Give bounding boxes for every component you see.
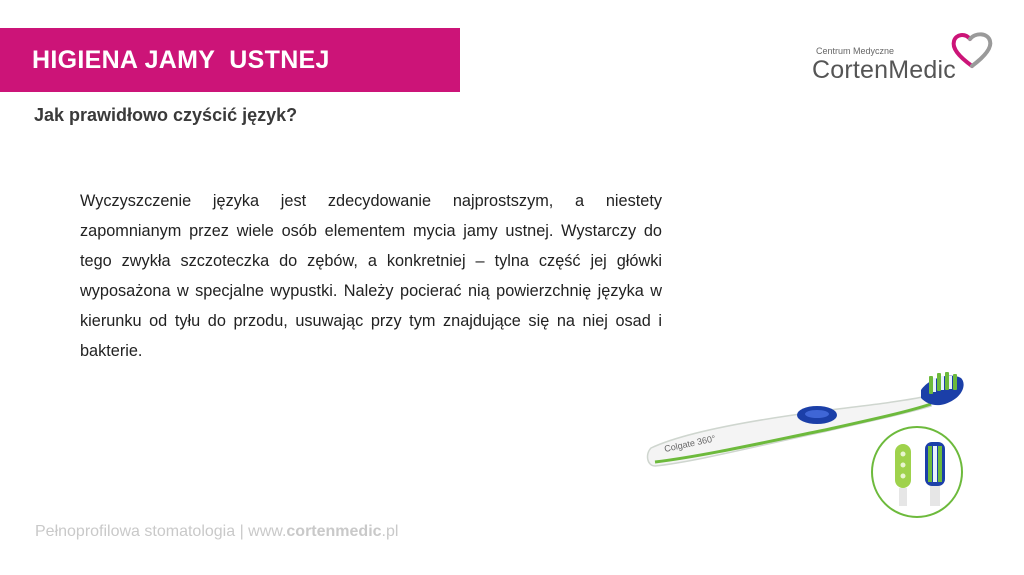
- footer-suffix: .pl: [381, 523, 399, 540]
- section-subtitle: Jak prawidłowo czyścić język?: [34, 105, 298, 125]
- body-paragraph: Wyczyszczenie języka jest zdecydowanie najprostszym, a niestety zapomnianym przez wiele osób elementem mycia jamy ustnej. Wystarczy do tego zwykła szczoteczka do zębów, a konkretniej – tylna część jej główki wyposażona w specjalne wypustki. Należy pocierać nią powierzchnię języka w kierunku od tyłu do przodu, usuwając przy tym znajdujące się na niej osad i bakterie.: [80, 192, 662, 360]
- footer-text: [35, 523, 398, 541]
- logo-wordmark: CortenMedic: [812, 56, 956, 84]
- logo-tagline: Centrum Medyczne: [816, 46, 895, 56]
- footer-domain: cortenmedic: [286, 523, 382, 540]
- brush-label: Colgate 360°: [663, 433, 717, 454]
- title-banner: [0, 28, 460, 92]
- heart-icon: [948, 30, 996, 70]
- cortenmedic-logo: [812, 30, 1002, 90]
- page-title: HIGIENA JAMY USTNEJ: [32, 45, 330, 74]
- footer-prefix: Pełnoprofilowa stomatologia | www.: [35, 523, 287, 540]
- toothbrush-icon: [645, 370, 975, 520]
